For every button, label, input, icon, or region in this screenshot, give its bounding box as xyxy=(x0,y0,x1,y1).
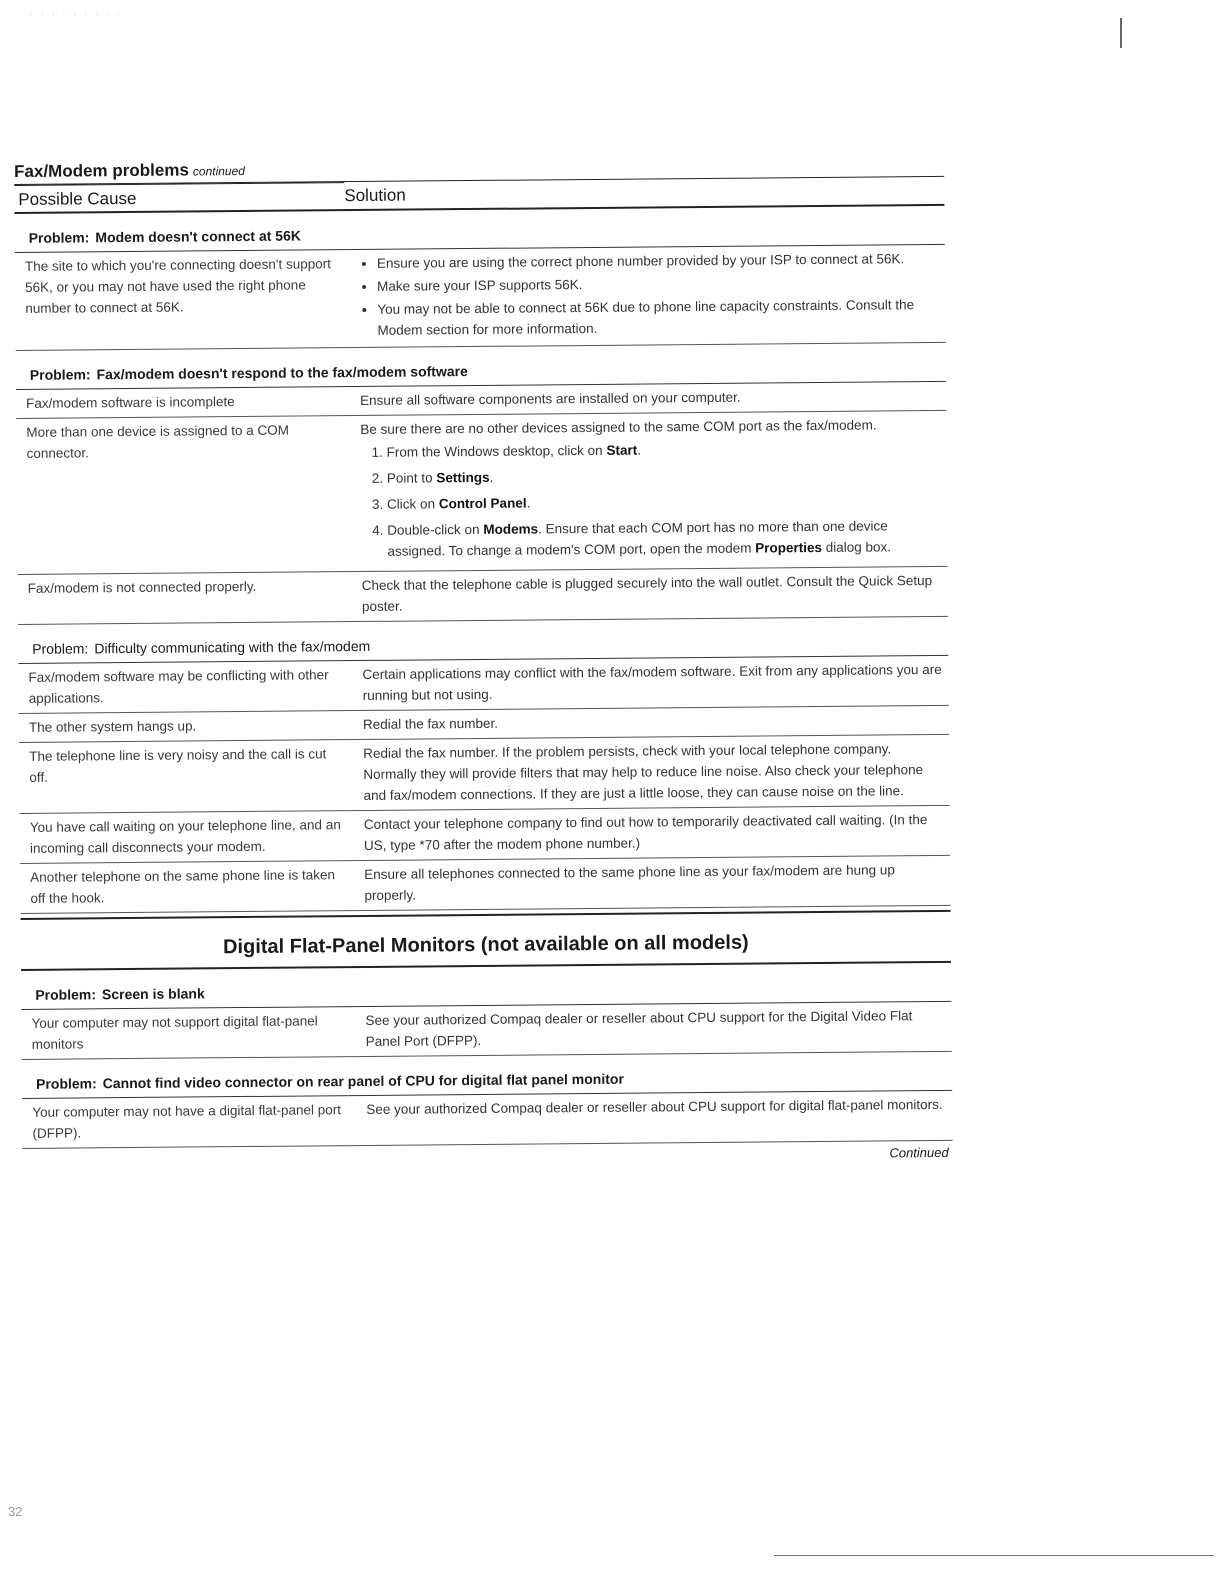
scan-artifact-mark xyxy=(1120,18,1122,48)
continued-label: continued xyxy=(192,163,245,179)
table-row xyxy=(18,656,948,714)
step-item: 1. From the Windows desktop, click on Start. xyxy=(386,437,942,463)
table-row xyxy=(20,806,950,864)
step-item: 3. Click on Control Panel. xyxy=(387,489,943,515)
table-row xyxy=(18,567,948,625)
cause-cell: Fax/modem software may be conflicting with other applications. xyxy=(28,667,329,706)
solution-steps xyxy=(360,437,943,562)
cause-cell: The telephone line is very noisy and the call is cut off. xyxy=(29,746,327,785)
solution-cell xyxy=(348,414,947,567)
solution-text: Be sure there are no other devices assigned to the same COM port as the fax/modem. xyxy=(360,417,877,437)
problem-heading: Problem: Cannot find video connector on rear panel of CPU for digital flat panel monitor xyxy=(22,1052,952,1099)
problem-heading: Problem: Modem doesn't connect at 56K xyxy=(14,206,944,253)
continued-footer: Continued xyxy=(889,1144,949,1161)
page-number: 32 xyxy=(8,1504,23,1519)
step-item: 4. Double-click on Modems. Ensure that each COM port has no more than one device assigned. To change a modem's COM port, open the modem Properties dialog box. xyxy=(387,515,943,562)
footer-rule xyxy=(774,1555,1214,1556)
problem-heading: Problem: Fax/modem doesn't respond to the fax/modem software xyxy=(16,343,946,390)
table-row xyxy=(20,856,950,914)
solution-cell: Check that the telephone cable is plugged securely into the wall outlet. Consult the Quick Setup poster. xyxy=(361,573,933,614)
troubleshooting-table xyxy=(14,152,953,1168)
solution-cell: Certain applications may conflict with the fax/modem software. Exit from any applications you are running but not using. xyxy=(362,661,942,703)
solution-cell: See your authorized Compaq dealer or reseller about CPU support for the Digital Video Flat Panel Port (DFPP). xyxy=(365,1008,913,1049)
table-row xyxy=(22,1091,952,1149)
table-row xyxy=(15,245,946,351)
solution-cell: Contact your telephone company to find out how to temporarily deactivated call waiting. (In the US, type *70 after the modem phone number.) xyxy=(363,812,928,853)
solution-cell: Redial the fax number. If the problem persists, check with your local telephone company. Normally they will provide filters that may help to reduce line noise. Also check your telephone and fax/modem connections. If they are just a little loose, they can cause noise on the line. xyxy=(363,741,924,803)
cause-cell: The other system hangs up. xyxy=(28,718,197,735)
cause-cell: Another telephone on the same phone line is taken off the hook. xyxy=(30,867,336,906)
step-item: 2. Point to Settings. xyxy=(387,463,943,489)
col-cause-header: Possible Cause xyxy=(14,182,344,212)
solution-cell: See your authorized Compaq dealer or reseller about CPU support for digital flat-panel monitors. xyxy=(366,1096,943,1117)
solution-cell: Redial the fax number. xyxy=(362,715,499,732)
solution-cell: Ensure all software components are installed on your computer. xyxy=(360,389,741,408)
dfp-section-title: Digital Flat-Panel Monitors (not available on all models) xyxy=(21,910,951,971)
bullet-item: • You may not be able to connect at 56K due to phone line capacity constraints. Consult the Modem section for more information. xyxy=(377,294,941,341)
section-title: Fax/Modem problems continued xyxy=(14,160,245,181)
cause-cell: More than one device is assigned to a COM connector. xyxy=(26,422,290,461)
solution-cell: Ensure all telephones connected to the same phone line as your fax/modem are hung up properly. xyxy=(364,862,895,903)
col-solution-header: Solution xyxy=(344,185,406,206)
cause-cell: Your computer may not have a digital flat-panel port (DFPP). xyxy=(32,1102,342,1141)
table-row xyxy=(19,735,950,814)
scan-artifact: · · · · · · · · · xyxy=(30,10,123,19)
problem-heading: Problem: Difficulty communicating with the fax/modem xyxy=(18,617,948,664)
solution-bullets xyxy=(359,248,942,341)
cause-cell: Your computer may not support digital flat-panel monitors xyxy=(31,1013,318,1052)
cause-cell: Fax/modem is not connected properly. xyxy=(27,578,257,596)
cause-cell: Fax/modem software is incomplete xyxy=(26,394,235,411)
solution-cell xyxy=(347,248,946,343)
table-row xyxy=(21,1002,951,1060)
problem-heading: Problem: Screen is blank xyxy=(21,963,951,1010)
cause-cell: You have call waiting on your telephone line, and an incoming call disconnects your modem. xyxy=(29,817,341,856)
bullet-item: • Ensure you are using the correct phone number provided by your ISP to connect at 56K. xyxy=(377,248,941,274)
table-row xyxy=(16,411,947,575)
bullet-item: • Make sure your ISP supports 56K. xyxy=(377,271,941,297)
cause-cell: The site to which you're connecting doesn't support 56K, or you may not have used the right phone number to connect at 56K. xyxy=(24,256,332,316)
